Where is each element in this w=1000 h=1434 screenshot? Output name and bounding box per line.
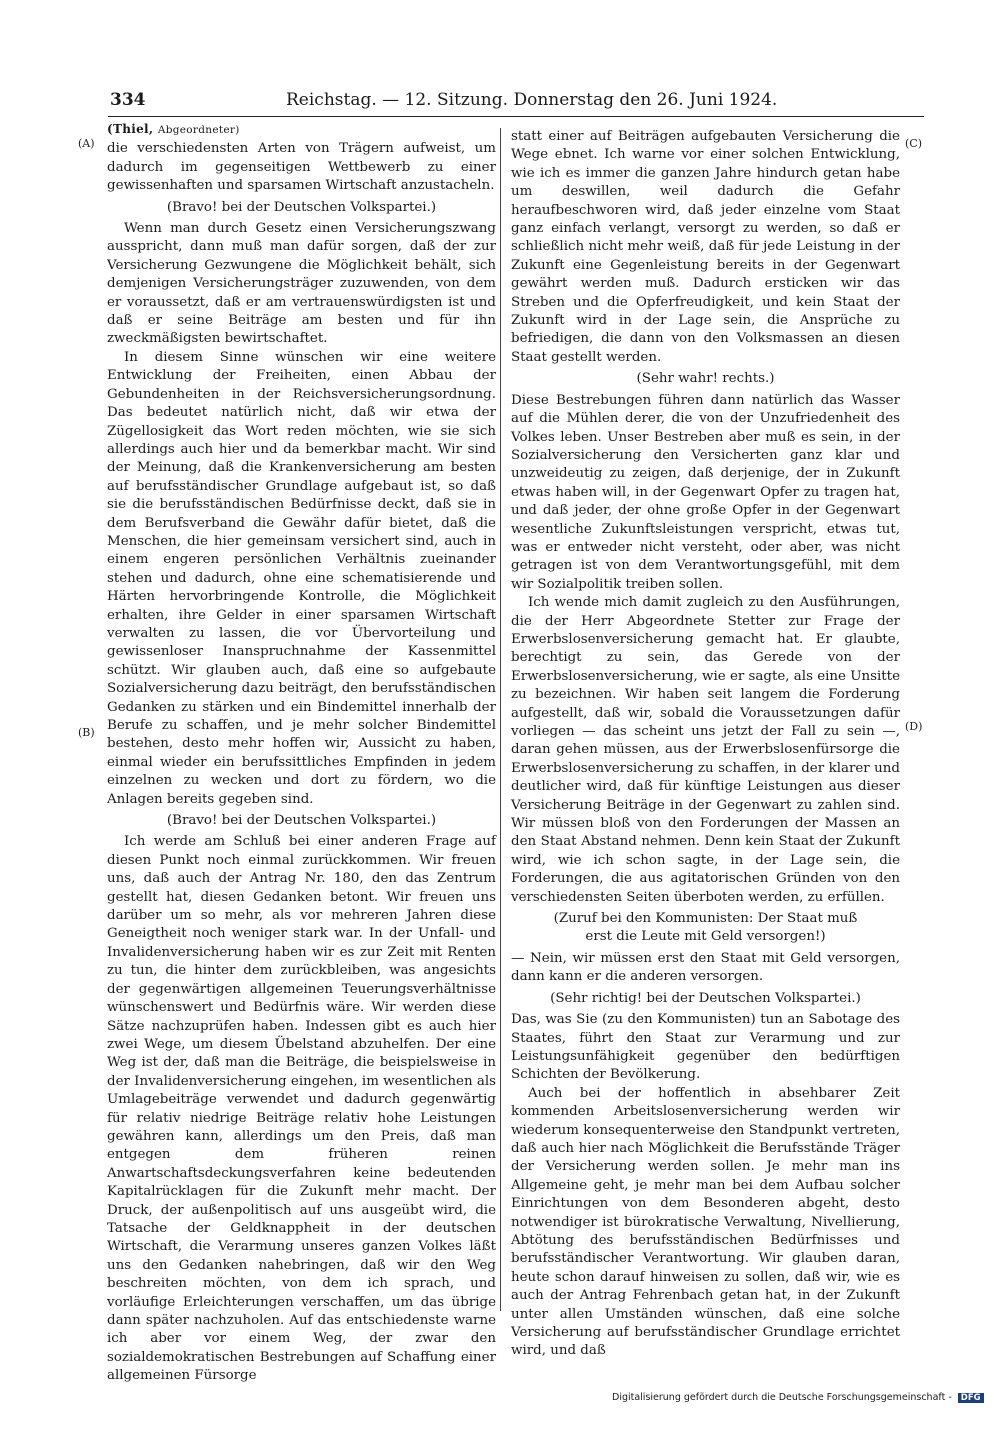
paragraph: Auch bei der hoffentlich in absehbarer Zeit kommenden Arbeitslosenversicherung werden wir wiederum konsequenterweise den Standpunkt vertreten, daß auch hier nach Möglichkeit die Berufsstände Träger der Versicherung werden sollen. Je mehr man ins Allgemeine geht, je mehr man bei dem Aufbau solcher Einrichtungen von dem Besonderen abgeht, desto notwendiger ist bürokratische Verwaltung, Nivellierung, Abtötung des berufsständischen Bedürfnisses und berufsständischer Verantwortung. Wir glauben daran, heute schon darauf hinweisen zu sollen, daß wir, wie es auch der Antrag Fehrenbach getan hat, in der Zukunft unter allen Umständen wünschen, daß eine solche Versicherung auf berufsständischer Grundlage errichtet wird, und daß — [511, 1085, 900, 1359]
speaker-role: Abgeordneter) — [157, 124, 240, 136]
right-column — [511, 128, 900, 1361]
page-header — [110, 90, 922, 114]
paragraph: Diese Bestrebungen führen dann natürlich das Wasser auf die Mühlen derer, die von der Unzufriedenheit des Volkes leben. Unser Bestreben aber muß es sein, in der Sozialversicherung den Versicherten ganz klar und unzweideutig zu zeigen, daß derjenige, der in Zukunft etwas haben will, in der Gegenwart Opfer zu tragen hat, und daß jeder, der ohne große Opfer in der Gegenwart wesentliche Zukunftsleistungen verspricht, etwas tut, was er entweder nicht versteht, oder aber, was nicht getragen ist von dem Verantwortungsgefühl, mit dem wir Sozialpolitik treiben sollen. — [511, 392, 900, 592]
interjection: (Bravo! bei der Deutschen Volkspartei.) — [166, 813, 437, 829]
speaker-name: (Thiel, — [107, 122, 154, 136]
interjection: (Bravo! bei der Deutschen Volkspartei.) — [166, 199, 437, 215]
paragraph: Das, was Sie (zu den Kommunisten) tun an Sabotage des Staates, führt den Staat zur Verarmung und zur Leistungsunfähigkeit gegenüber den bedürftigen Schichten der Bevölkerung. — [511, 1012, 900, 1083]
footer-credit — [612, 1392, 982, 1406]
header-rule — [108, 116, 924, 117]
page-number: 334 — [110, 90, 146, 110]
paragraph: — Nein, wir müssen erst den Staat mit Geld versorgen, dann kann er die anderen versorgen. — [511, 950, 900, 985]
running-title: Reichstag. — 12. Sitzung. Donnerstag den 26. Juni 1924. — [286, 90, 778, 110]
paragraph: statt einer auf Beiträgen aufgebauten Versicherung die Wege ebnet. Ich warne vor einer solchen Entwicklung, wie ich es immer die ganzen Jahre hindurch getan habe um deswillen, weil dadurch die Gefahr heraufbeschworen wird, daß jeder einzelne vom Staat ganz einfach verlangt, versorgt zu werden, so daß er schließlich nicht mehr weiß, daß für jede Leistung in der Zukunft eine Gegenleistung bereits in der Gegenwart gewährt werden muß. Dadurch ersticken wir das Streben und die Opferfreudigkeit, und kein Staat der Zukunft wird in der Lage sein, die Ansprüche zu befriedigen, die dann von den Volksmassen an diesen Staat gestellt werden. — [511, 129, 900, 365]
paragraph: Ich wende mich damit zugleich zu den Ausführungen, die der Herr Abgeordnete Stetter zur Frage der Erwerbslosenversicherung gemacht hat. Er glaubte, berechtigt zu sein, das Gerede von der Erwerbslosenversicherung, wie er sagte, als eine Unsitte zu bezeichnen. Wir haben seit langem die Forderung aufgestellt, daß wir, sobald die Voraussetzungen dafür vorliegen — das scheint uns jetzt der Fall zu sein —, daran gehen müssen, aus der Erwerbslosenfürsorge die Erwerbslosenversicherung zu schaffen, in der klarer und deutlicher wird, daß für künftige Leistungen aus dieser Versicherung Beiträge in der Gegenwart zu zahlen sind. Wir müssen bloß von den Forderungen der Massen an den Staat Abstand nehmen. Denn kein Staat der Zukunft wird, wie ich schon sagte, in der Lage sein, die Forderungen, die aus agitatorischen Gründen von den verschiedensten Seiten überboten werden, zu erfüllen. — [511, 595, 900, 905]
margin-mark-b: (B) — [78, 726, 95, 739]
paragraph: In diesem Sinne wünschen wir eine weitere Entwicklung der Freiheiten, einen Abbau der Gebundenheiten in der Reichsversicherungsordnung. Das bedeutet natürlich nicht, daß wir etwa der Zügellosigkeit das Wort reden möchten, wie sie sich allerdings auch hier und da bemerkbar macht. Wir sind der Meinung, daß die Krankenversicherung am besten auf berufsständischer Grundlage aufgebaut ist, so daß sie die berufsständischen Bedürfnisse deckt, daß sie in dem Berufsverband die Gewähr dafür bietet, daß die Menschen, die hier gemeinsam versichert sind, auch in einem engeren persönlichen Verhältnis zueinander stehen und dadurch, ohne eine schematisierende und Härten hervorbringende Kontrolle, die Möglichkeit erhalten, ihre Gelder in einer sparsamen Wirtschaft verwalten zu lassen, die vor Übervorteilung und gewissenloser Inanspruchnahme der Kassenmittel schützt. Wir glauben auch, daß eine so aufgebaute Sozialversicherung dazu beiträgt, den berufsständischen Gedanken zu stärken und ein Bindemittel innerhalb der Berufe zu schaffen, und je mehr solcher Bindemittel bestehen, desto mehr hoffen wir, Aussicht zu haben, einmal wieder ein berufssittliches Empfinden in jedem einzelnen zu wecken und dort zu fördern, wo die Anlagen bereits gegeben sind. — [107, 349, 496, 807]
margin-mark-c: (C) — [905, 137, 922, 150]
interjection: (Sehr wahr! rechts.) — [636, 371, 775, 387]
left-column — [107, 120, 496, 1386]
speaker-attribution — [107, 120, 496, 139]
interjection: (Sehr richtig! bei der Deutschen Volkspartei.) — [550, 990, 861, 1006]
margin-mark-a: (A) — [78, 137, 95, 150]
column-divider — [500, 128, 501, 1311]
interjection: (Zuruf bei den Kommunisten: Der Staat muß — [553, 911, 858, 927]
paragraph: die verschiedensten Arten von Trägern aufweist, um dadurch im gegenseitigen Wettbewerb zu einer gewissenhaften und sparsamen Wirtschaft anzustacheln. — [107, 141, 496, 194]
margin-mark-d: (D) — [905, 720, 923, 733]
paragraph: Ich werde am Schluß bei einer anderen Frage auf diesen Punkt noch einmal zurückkommen. Wir freuen uns, daß auch der Antrag Nr. 180, den das Zentrum gestellt hat, diesen Gedanken betont. Wir freuen uns darüber um so mehr, als vor mehreren Jahren diese Geneigtheit noch weniger stark war. In der Unfall- und Invalidenversicherung haben wir es zur Zeit mit Renten zu tun, die hinter dem zurückbleiben, was angesichts der gegenwärtigen allgemeinen Teuerungsverhältnisse wünschenswert und Bedürfnis wäre. Wir werden diese Sätze nachzuprüfen haben. Indessen gibt es auch hier zwei Wege, um diesem Übelstand abzuhelfen. Der eine Weg ist der, daß man die Beiträge, die beispielsweise in der Invalidenversicherung eingehen, im wesentlichen als Umlagebeiträge verwendet und dadurch gegenwärtig für relativ niedrige Beiträge relativ hohe Leistungen gewähren kann, allerdings um den Preis, daß man entgegen dem früheren reinen Anwartschaftsdeckungsverfahren keine bedeutenden Kapitalrücklagen für die Zukunft mehr macht. Der Druck, der außenpolitisch auf uns ausgeübt wird, die Tatsache der Geldknappheit in der deutschen Wirtschaft, die Verarmung unseres ganzen Volkes läßt uns den Gedanken nahebringen, daß wir den Weg beschreiten möchten, von dem ich sprach, und vorläufige Erleichterungen verschaffen, um das übrige dann später nachzuholen. Auf das entschiedenste warne ich aber vor einem Weg, der zwar den sozialdemokratischen Bestrebungen auf Schaffung einer allgemeinen Fürsorge — [107, 834, 496, 1384]
footer-text: Digitalisierung gefördert durch die Deutsche Forschungsgemeinschaft - — [612, 1392, 952, 1403]
paragraph: Wenn man durch Gesetz einen Versicherungszwang ausspricht, dann muß man dafür sorgen, daß der zur Versicherung Gezwungene die Möglichkeit behält, sich demjenigen Versicherungsträger zuzuwenden, von dem er voraussetzt, daß er am vertrauenswürdigsten ist und daß er seine Beiträge am besten und für ihn zweckmäßigsten bewirtschaftet. — [107, 221, 496, 347]
dfg-logo-icon: DFG — [958, 1393, 984, 1403]
interjection: erst die Leute mit Geld versorgen!) — [585, 929, 826, 945]
